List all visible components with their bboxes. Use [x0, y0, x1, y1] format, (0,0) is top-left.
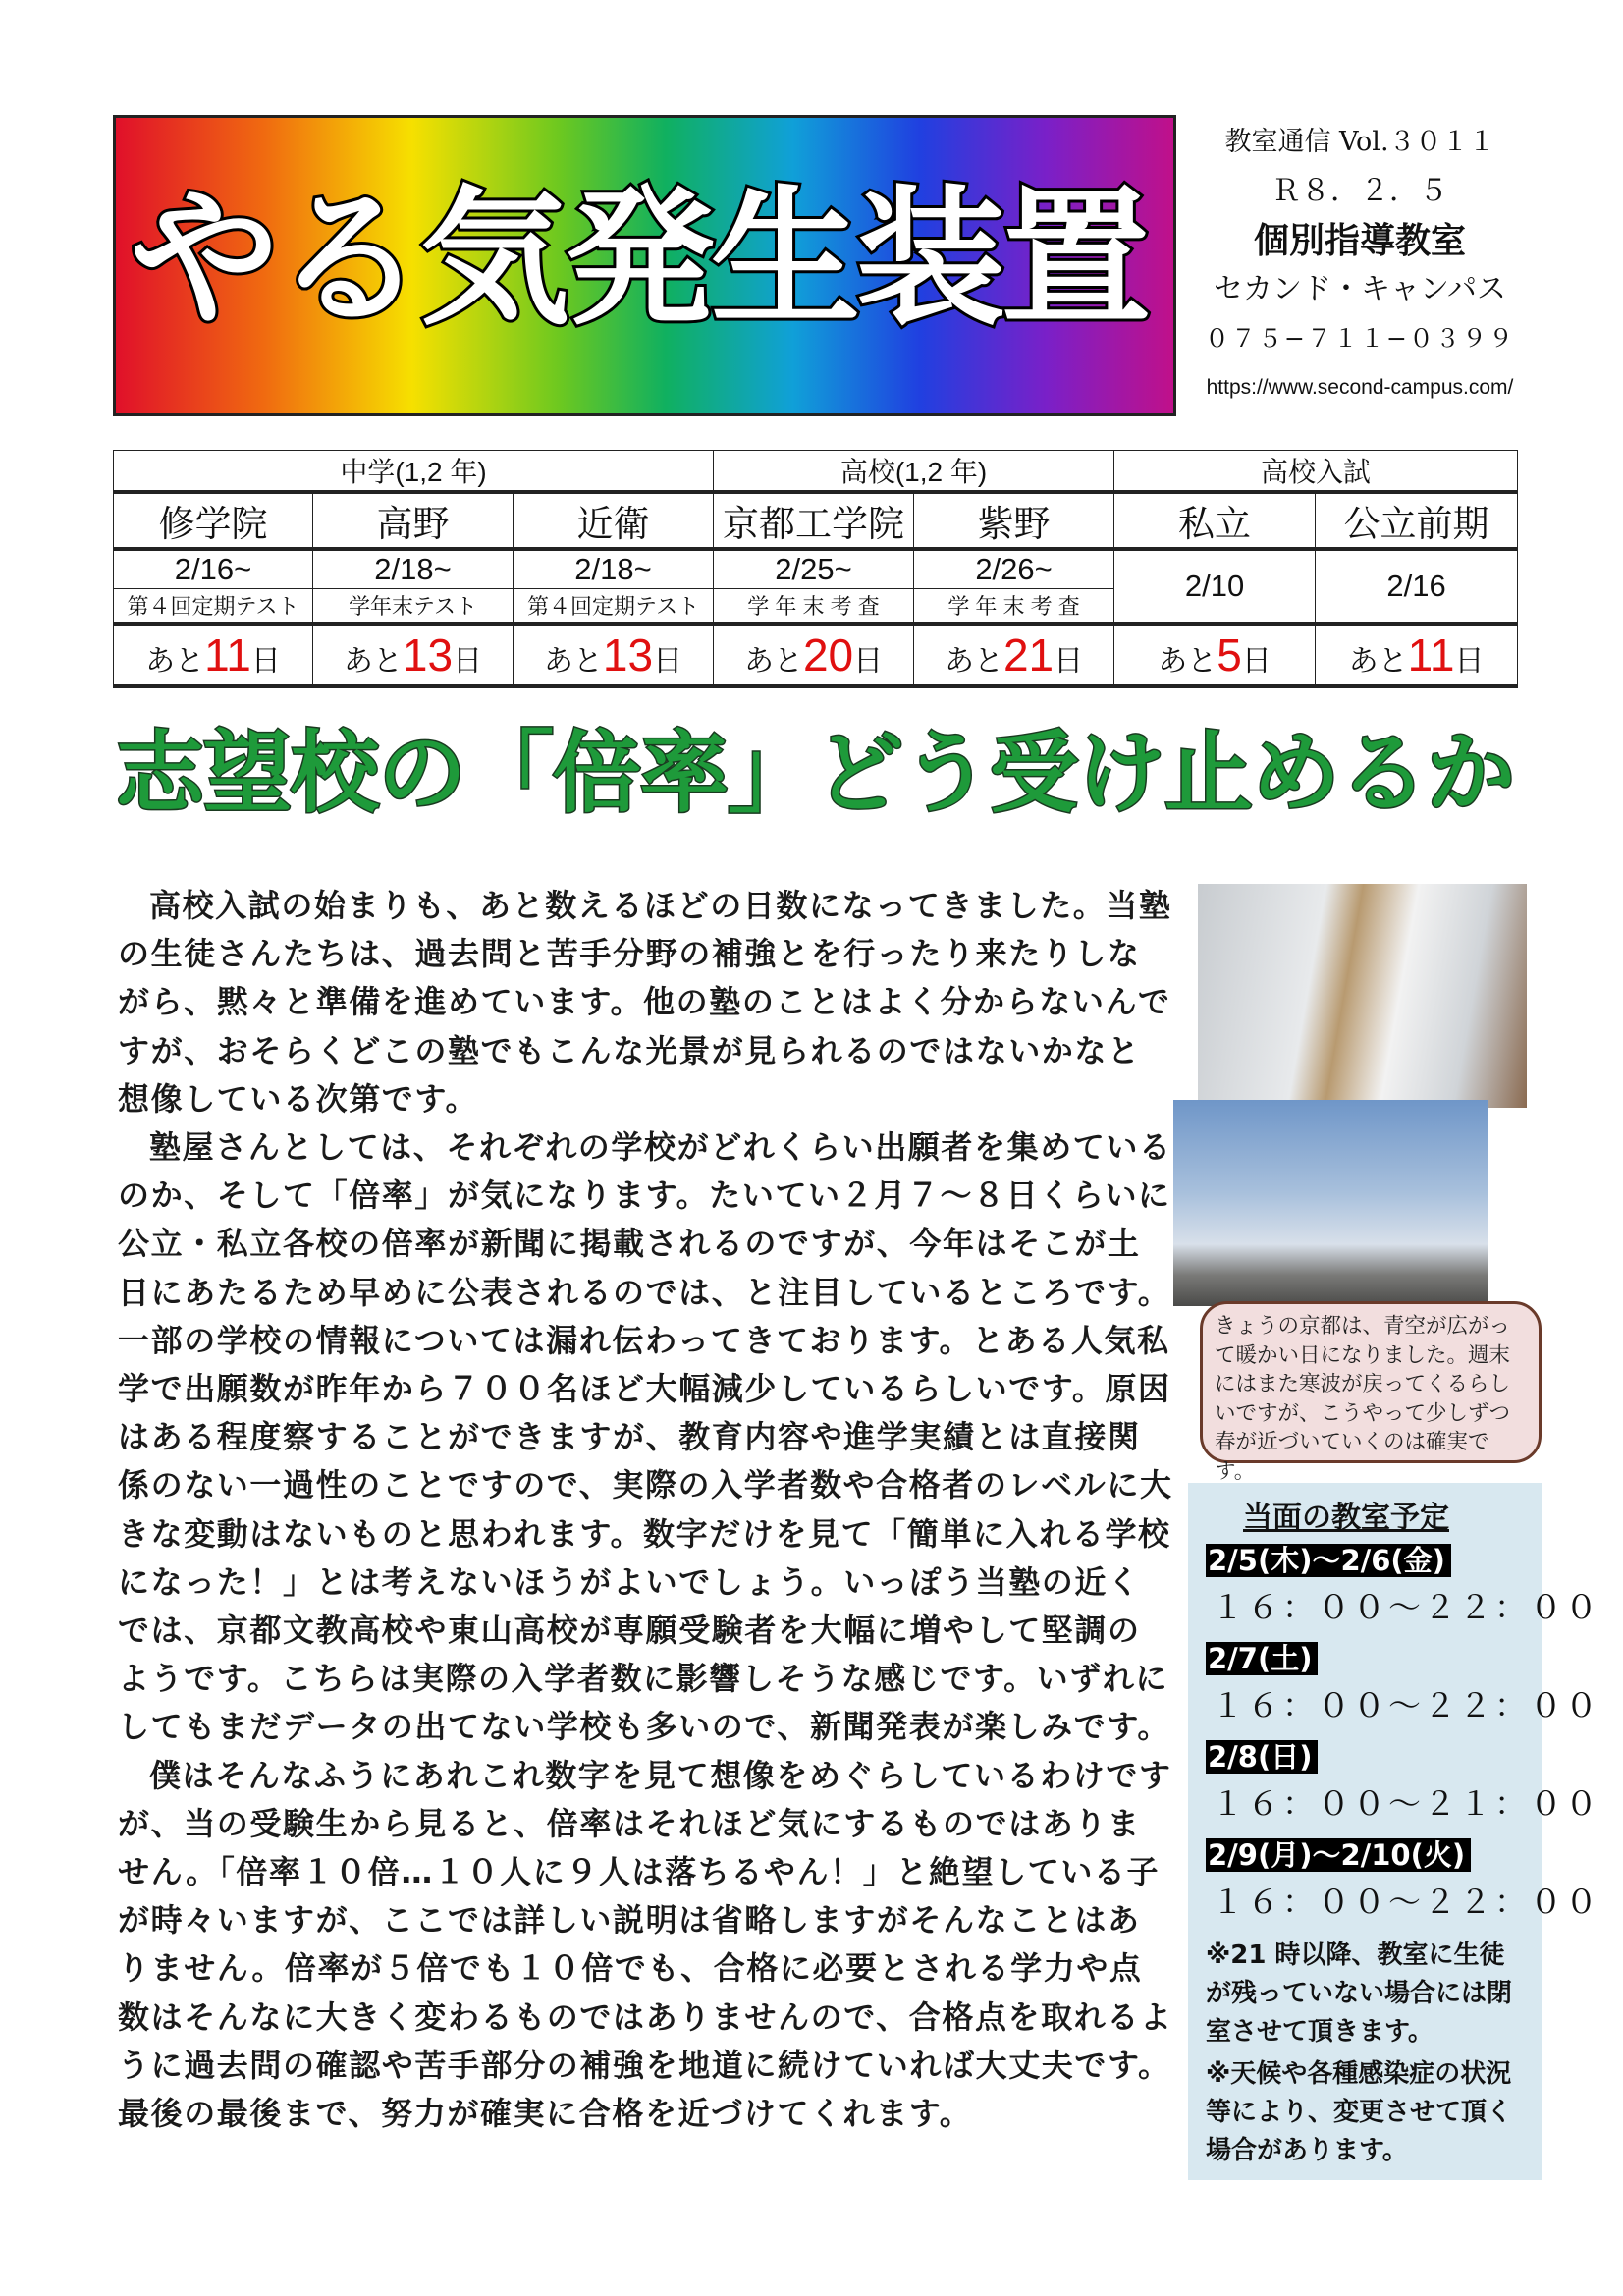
group-header: 高校入試 — [1114, 451, 1518, 493]
date-cell: 2/25~ — [714, 549, 914, 588]
schedule-date: 2/9(月)～2/10(火) — [1206, 1838, 1471, 1872]
title-banner — [113, 115, 1176, 416]
group-header: 高校(1,2 年) — [714, 451, 1114, 493]
newsletter-info — [1193, 118, 1527, 412]
countdown-prefix: あと — [1158, 645, 1217, 678]
countdown-suffix: 日 — [1054, 645, 1084, 678]
countdown-suffix: 日 — [453, 645, 483, 678]
school-type: 個別指導教室 — [1253, 220, 1466, 261]
countdown-cell — [914, 624, 1114, 686]
event-cell: 第４回定期テスト — [514, 588, 714, 624]
date-cell: 2/18~ — [514, 549, 714, 588]
countdown-suffix: 日 — [853, 645, 884, 678]
school-name-cell: 私立 — [1114, 492, 1316, 549]
article-paragraph: 高校入試の始まりも、あと数えるほどの日数になってきました。当塾の生徒さんたちは、過去問と苦手分野の補強とを行ったり来たりしながら、黙々と準備を進めています。他の塾のことはよく分からないんですが、おそらくどこの塾でもこんな光景が見られるのではないかなと想像している次第です。 — [118, 887, 1172, 1118]
website-link[interactable]: https://www.second-campus.com/ — [1206, 376, 1514, 399]
school-name-cell: 公立前期 — [1316, 492, 1518, 549]
date-cell: 2/10 — [1114, 549, 1316, 624]
date-cell: 2/16~ — [114, 549, 313, 588]
schedule-time: １６：００～２２：００ — [1212, 1883, 1600, 1921]
exam-countdown-table — [113, 450, 1518, 688]
sky-photo — [1173, 1100, 1488, 1306]
issue-date: Ｒ８．２．５ — [1271, 174, 1448, 208]
issue-number: 教室通信 Vol.３０１１ — [1224, 127, 1495, 157]
event-cell: 学 年 末 考 査 — [914, 588, 1114, 624]
schedule-note: ※21 時以降、教室に生徒が残っていない場合には閉室させて頂きます。 — [1206, 1941, 1513, 2047]
days-left: 11 — [204, 629, 251, 681]
countdown-suffix: 日 — [250, 645, 281, 678]
school-name-cell: 修学院 — [114, 492, 313, 549]
countdown-prefix: あと — [145, 645, 205, 678]
school-name-cell: 高野 — [313, 492, 514, 549]
schedule-note: ※天候や各種感染症の状況等により、変更させて頂く場合があります。 — [1206, 2059, 1513, 2165]
date-cell: 2/18~ — [313, 549, 514, 588]
days-left: 21 — [1002, 629, 1055, 681]
countdown-cell — [714, 624, 914, 686]
schedule-date: 2/8(日) — [1206, 1740, 1318, 1774]
article-body — [118, 882, 1173, 2138]
article-paragraph: 僕はそんなふうにあれこれ数字を見て想像をめぐらしているわけですが、当の受験生から見ると、倍率はそれほど気にするものではありません。「倍率１０倍…１０人に９人は落ちるやん！」と絶望している子が時々いますが、ここでは詳しい説明は省略しますがそんなことはありません。倍率が５倍でも１０倍でも、合格に必要とされる学力や点数はそんなに大きく変わるものではありませんので、合格点を取れるように過去問の確認や苦手部分の補強を地道に続けていれば大丈夫です。最後の最後まで、努力が確実に合格を近づけてくれます。 — [118, 1756, 1173, 2133]
schedule-title: 当面の教室予定 — [1243, 1501, 1449, 1535]
school-name: セカンド・キャンパス — [1214, 272, 1506, 306]
group-header: 中学(1,2 年) — [114, 451, 714, 493]
phone-number: ０７５−７１１−０３９９ — [1205, 324, 1515, 353]
countdown-prefix: あと — [343, 645, 403, 678]
countdown-prefix: あと — [944, 645, 1003, 678]
countdown-prefix: あと — [543, 645, 603, 678]
countdown-prefix: あと — [743, 645, 803, 678]
schedule-date: 2/5(木)～2/6(金) — [1206, 1544, 1451, 1577]
days-left: 11 — [1407, 629, 1455, 681]
countdown-suffix: 日 — [1454, 645, 1485, 678]
schedule-time: １６：００～２２：００ — [1212, 1588, 1600, 1626]
article-paragraph: 塾屋さんとしては、それぞれの学校がどれくらい出願者を集めているのか、そして「倍率」が気になります。たいてい２月７～８日くらいに公立・私立各校の倍率が新聞に掲載されるのですが、今年はそこが土日にあたるため早めに公表されるのでは、と注目しているところです。一部の学校の情報については漏れ伝わってきております。とある人気私学で出願数が昨年から７００名ほど大幅減少しているらしいです。原因はある程度察することができますが、教育内容や進学実績とは直接関係のない一過性のことですので、実際の入学者数や合格者のレベルに大きな変動はないものと思われます。数字だけを見て「簡単に入れる学校になった！」とは考えないほうがよいでしょう。いっぽう当塾の近くでは、京都文教高校や東山高校が専願受験者を大幅に増やして堅調のようです。こちらは実際の入学者数に影響しそうな感じです。いずれにしてもまだデータの出てない学校も多いので、新聞発表が楽しみです。 — [118, 1128, 1173, 1746]
days-left: 13 — [602, 629, 654, 681]
schedule-time: １６：００～２２：００ — [1212, 1686, 1600, 1724]
countdown-cell — [1316, 624, 1518, 686]
school-name-cell: 近衛 — [514, 492, 714, 549]
classroom-schedule-box — [1188, 1483, 1600, 2180]
newsletter-title: やる気発生装置 — [130, 172, 1147, 346]
school-name-cell: 京都工学院 — [714, 492, 914, 549]
days-left: 13 — [402, 629, 454, 681]
event-cell: 学 年 末 考 査 — [714, 588, 914, 624]
countdown-prefix: あと — [1348, 645, 1408, 678]
article-headline: 志望校の「倍率」どう受け止めるか — [116, 722, 1514, 825]
schedule-date: 2/7(土) — [1206, 1642, 1318, 1675]
event-cell: 第４回定期テスト — [114, 588, 313, 624]
countdown-cell — [514, 624, 714, 686]
days-left: 5 — [1217, 629, 1242, 681]
countdown-cell — [313, 624, 514, 686]
countdown-cell — [114, 624, 313, 686]
countdown-suffix: 日 — [1241, 645, 1271, 678]
date-cell: 2/16 — [1316, 549, 1518, 624]
date-cell: 2/26~ — [914, 549, 1114, 588]
event-cell: 学年末テスト — [313, 588, 514, 624]
photo-caption: きょうの京都は、青空が広がって暖かい日になりました。週末にはまた寒波が戻ってくるらしいですが、こうやって少しずつ春が近づいていくのは確実です。 — [1200, 1301, 1542, 1463]
days-left: 20 — [802, 629, 854, 681]
classroom-photo — [1198, 884, 1527, 1108]
countdown-cell — [1114, 624, 1316, 686]
school-name-cell: 紫野 — [914, 492, 1114, 549]
countdown-suffix: 日 — [653, 645, 683, 678]
schedule-time: １６：００～２１：００ — [1212, 1784, 1600, 1823]
